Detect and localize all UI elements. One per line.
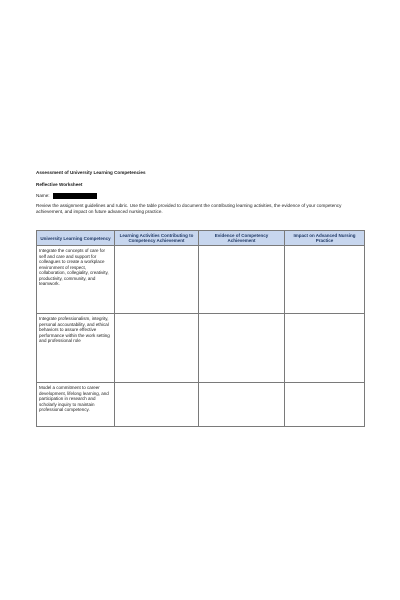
table-row (37, 314, 365, 383)
table-row (37, 246, 365, 314)
evidence-cell[interactable] (199, 314, 285, 383)
header-evidence: Evidence of Competency Achievement (199, 231, 285, 246)
learning-activities-cell[interactable] (115, 314, 199, 383)
evidence-cell[interactable] (199, 383, 285, 427)
document-subtitle: Reflective Worksheet (36, 182, 83, 187)
competency-cell: Model a commitment to career development, lifelong learning, and participation in research and scholarly inquiry to maintain professional competency. (37, 383, 115, 427)
header-impact: Impact on Advanced Nursing Practice (285, 231, 365, 246)
document-title: Assessment of University Learning Competencies (36, 170, 146, 175)
name-row (36, 193, 366, 199)
name-label: Name: (36, 193, 50, 198)
name-redaction-box (53, 193, 97, 199)
instructions-text: Review the assignment guidelines and rubric. Use the table provided to document the contributing learning activities, the evidence of your competency achievement, and impact on future advanced nursing practice. (36, 203, 342, 215)
table-row (37, 383, 365, 427)
competency-cell: Integrate the concepts of care for self and care and support for colleagues to create a workplace environment of respect, collaboration, collegiality, creativity, productivity, community, and teamwork. (37, 246, 115, 314)
impact-cell[interactable] (285, 314, 365, 383)
document-content (36, 170, 366, 427)
impact-cell[interactable] (285, 383, 365, 427)
competency-table (36, 230, 365, 427)
evidence-cell[interactable] (199, 246, 285, 314)
header-learning-activities: Learning Activities Contributing to Competency Achievement (115, 231, 199, 246)
header-competency: University Learning Competency (37, 231, 115, 246)
impact-cell[interactable] (285, 246, 365, 314)
learning-activities-cell[interactable] (115, 383, 199, 427)
table-header-row (37, 231, 365, 246)
competency-cell: Integrate professionalism, integrity, personal accountability, and ethical behaviors to assure effective performance within the work setting and professional role (37, 314, 115, 383)
learning-activities-cell[interactable] (115, 246, 199, 314)
